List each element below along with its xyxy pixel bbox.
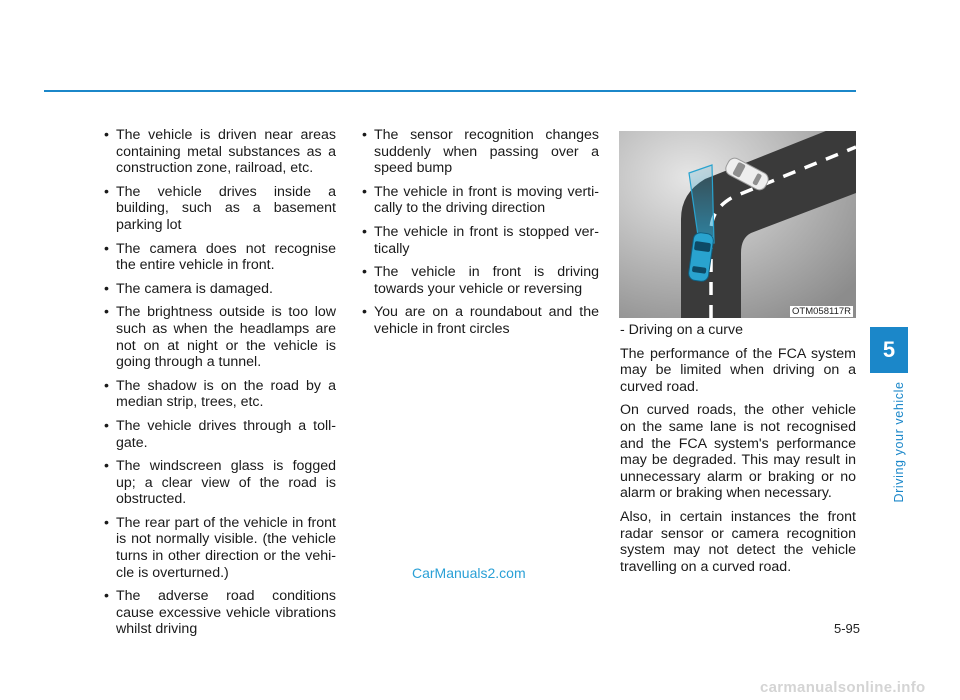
list-item: • The vehicle in front is moving verti-cally to the driving direction [361,184,599,217]
chapter-tab: 5 [870,327,908,373]
section-heading: - Driving on a curve [620,322,744,338]
list-item: • The vehicle drives through a toll-gate. [103,418,336,451]
list-item: • The vehicle is driven near areas containing metal substances as a construction zone, railroad, etc. [103,127,336,177]
paragraph: The performance of the FCA system may be limited when driving on a curved road. [620,345,856,395]
list-item: • The windscreen glass is fogged up; a clear view of the road is obstructed. [103,458,336,508]
figure-code: OTM058117R [792,306,851,317]
list-item: • The camera is damaged. [103,281,336,298]
left-column [103,127,336,645]
list-item: • The adverse road conditions cause excessive vehicle vibrations whilst driving [103,588,336,638]
list-item: • The rear part of the vehicle in front is not normally visible. (the vehicle turns in other direction or the vehi-cle is overturned.) [103,515,336,581]
curved-road-illustration [619,131,856,318]
right-column [620,322,856,582]
list-item: • The brightness outside is too low such as when the headlamps are not on at night or the vehicle is going through a tunnel. [103,304,336,370]
list-item: • You are on a roundabout and the vehicle in front circles [361,304,599,337]
list-item: • The sensor recognition changes suddenly when passing over a speed bump [361,127,599,177]
chapter-title [889,381,909,503]
list-item: • The vehicle drives inside a building, such as a basement parking lot [103,184,336,234]
road-scene [619,131,856,318]
watermark-footer[interactable]: carmanualsonline.info [760,679,926,696]
header-rule [44,90,856,92]
list-item: • The vehicle in front is stopped ver-tically [361,224,599,257]
middle-column [361,127,599,345]
chapter-title-text: Driving your vehicle [892,381,906,503]
list-item: • The shadow is on the road by a median strip, trees, etc. [103,378,336,411]
list-item: • The camera does not recognise the entire vehicle in front. [103,241,336,274]
condition-list-left [103,127,336,638]
paragraph: Also, in certain instances the front radar sensor or camera recognition system may not detect the vehicle travelling on a curved road. [620,508,856,575]
paragraph: On curved roads, the other vehicle on the same lane is not recognised and the FCA system's performance may be degraded. This may result in unnecessary alarm or braking or no alarm or braking when necessary. [620,402,856,502]
page-number: 5-95 [833,621,860,636]
condition-list-middle [361,127,599,338]
list-item: • The vehicle in front is driving towards your vehicle or reversing [361,264,599,297]
watermark-center[interactable]: CarManuals2.com [412,565,526,581]
